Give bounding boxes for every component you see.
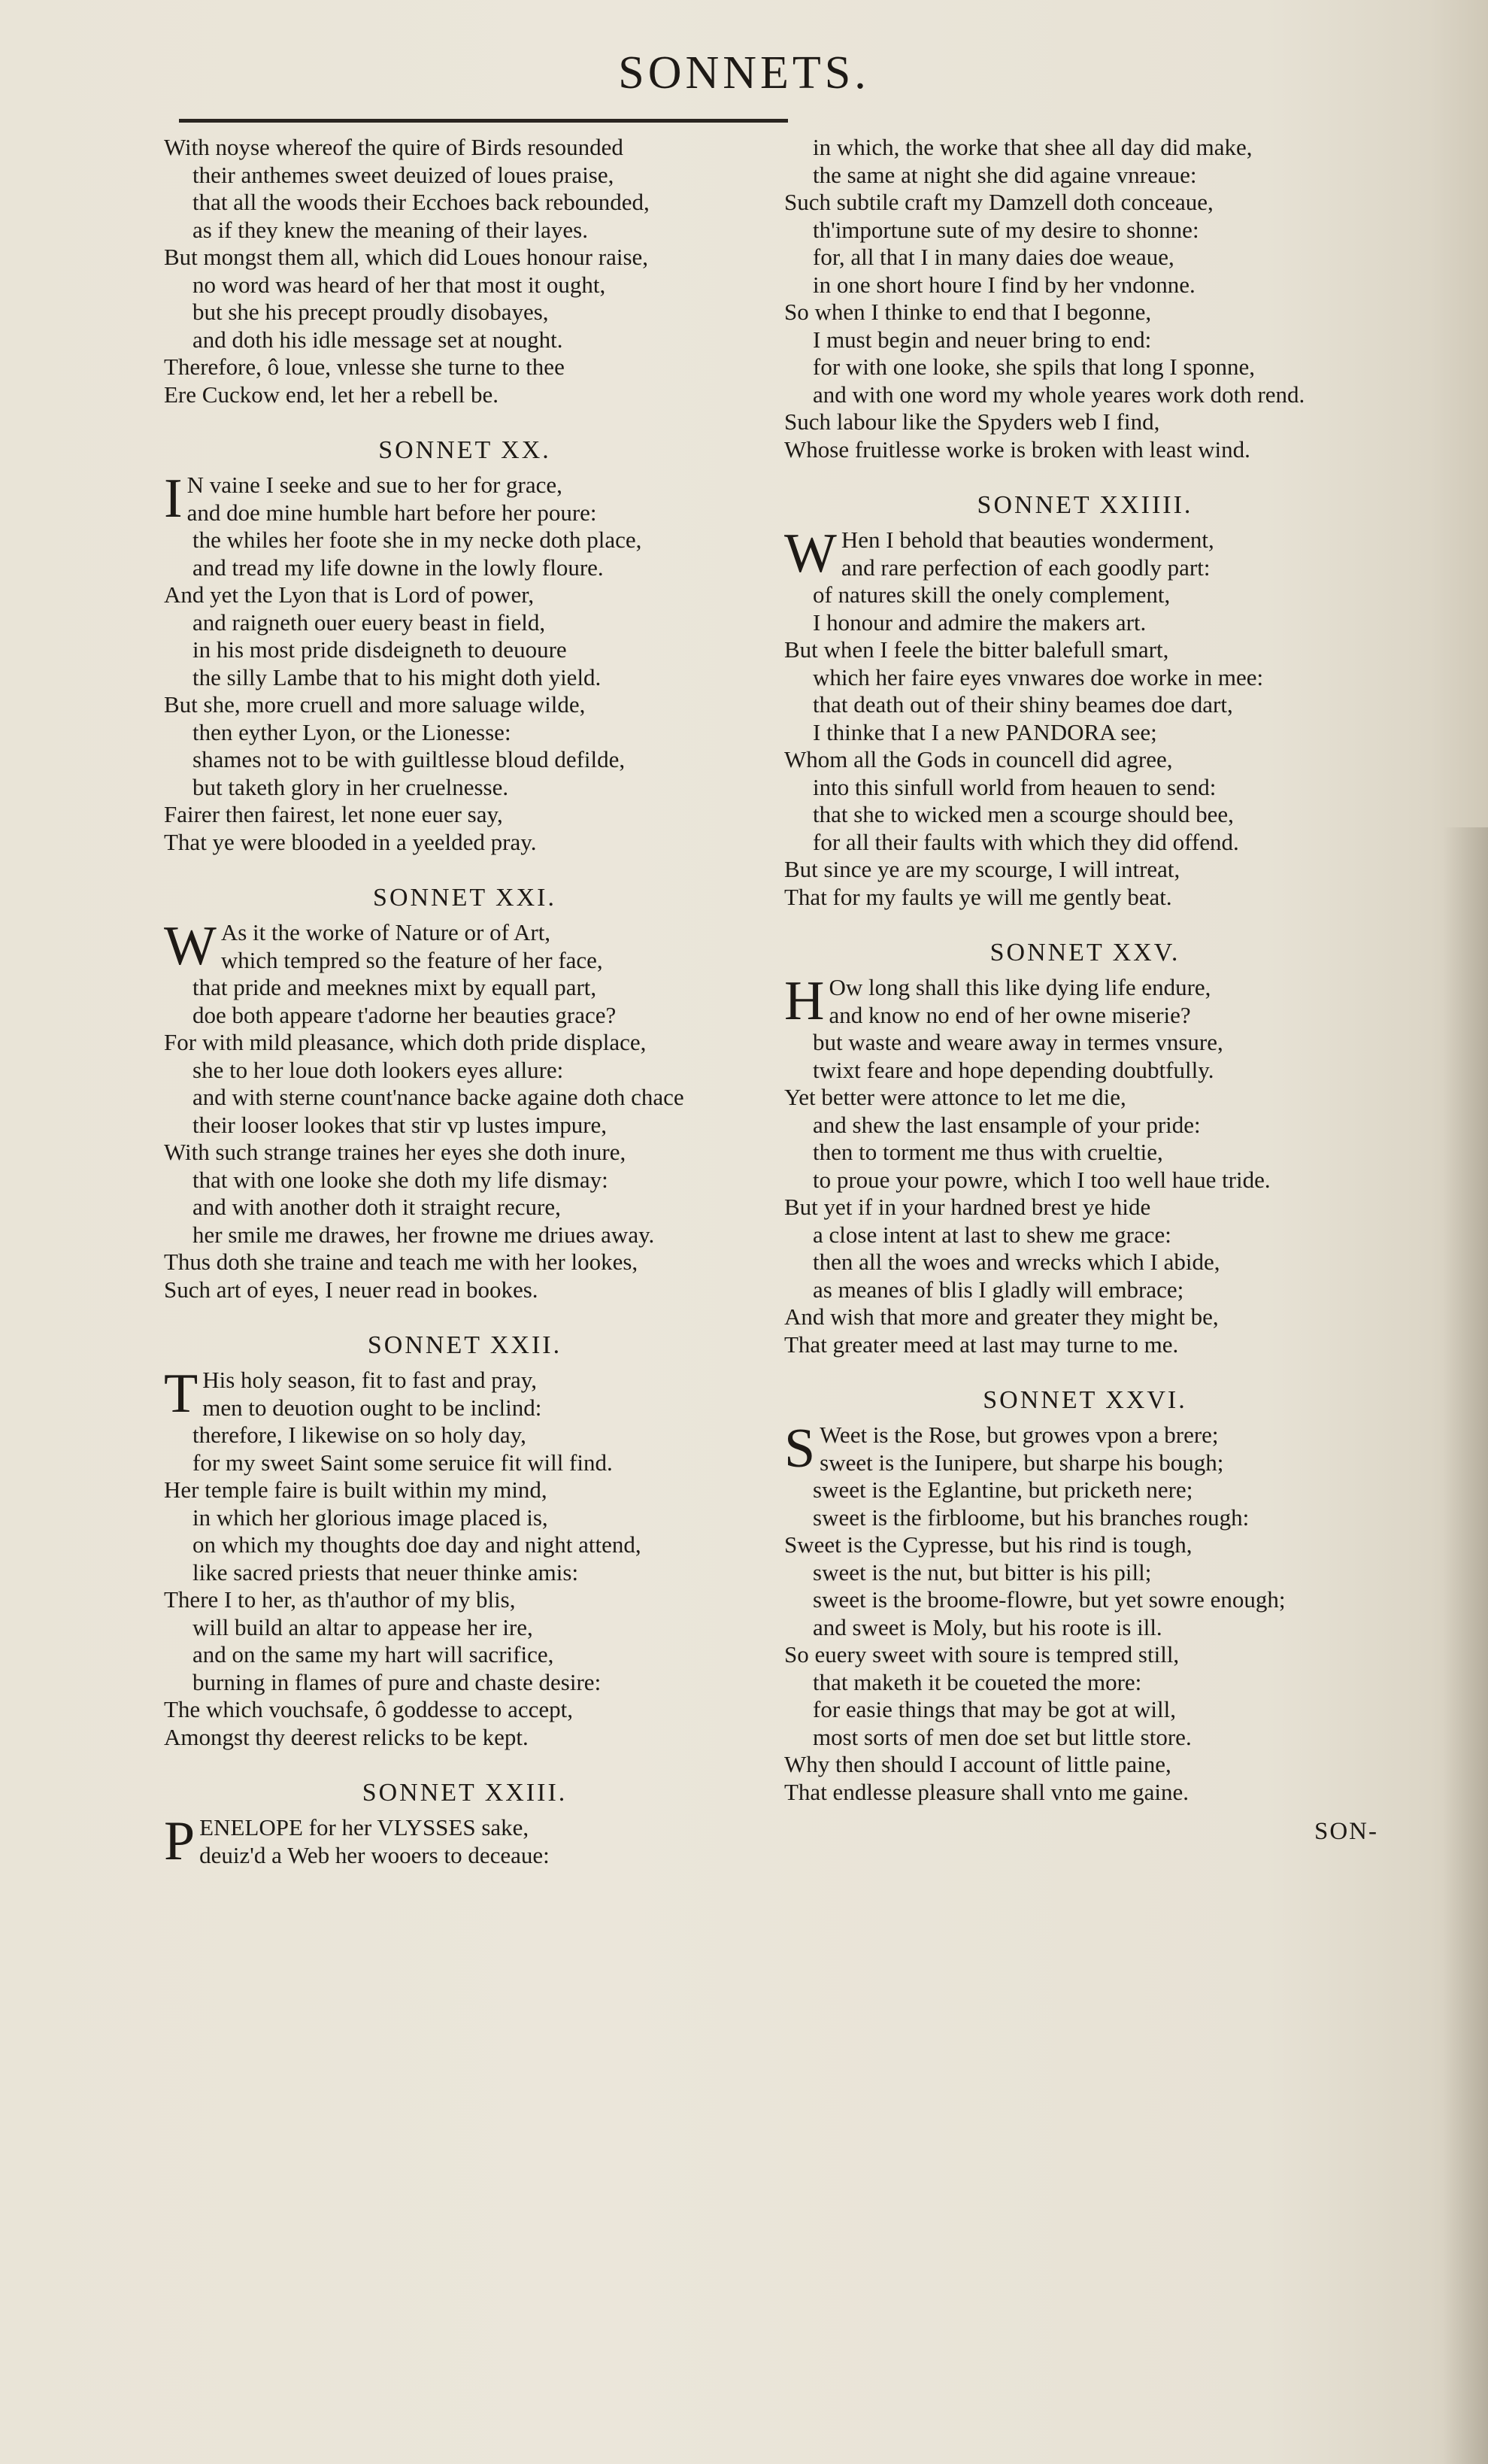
verse-line: twixt feare and hope depending doubtfully. [813, 1056, 1214, 1083]
drop-cap: S [784, 1418, 816, 1479]
verse-line: Therefore, ô loue, vnlesse she turne to thee [164, 354, 565, 380]
verse-line: that pride and meeknes mixt by equall part, [192, 974, 597, 1000]
verse-line: ENELOPE for her VLYSSES sake, [199, 1814, 529, 1840]
verse-line: Yet better were attonce to let me die, [784, 1084, 1126, 1110]
verse-line: and with sterne count'nance backe againe doth chace [192, 1084, 684, 1110]
verse-line: for all their faults with which they did offend. [813, 828, 1239, 855]
verse-line: as if they knew the meaning of their layes. [192, 216, 588, 243]
verse-line: for my sweet Saint some seruice fit will find. [192, 1449, 613, 1476]
verse-line: but waste and weare away in termes vnsure, [813, 1029, 1223, 1055]
verse-line: That ye were blooded in a yeelded pray. [164, 828, 537, 855]
verse-line: like sacred priests that neuer thinke amis: [192, 1558, 579, 1586]
verse-line: that she to wicked men a scourge should bee, [813, 801, 1234, 827]
verse-line: but she his precept proudly disobayes, [192, 299, 549, 325]
drop-cap: T [164, 1363, 199, 1425]
verse-line: And yet the Lyon that is Lord of power, [164, 581, 535, 608]
verse-line: which tempred so the feature of her face, [220, 946, 603, 973]
sonnet-title: SONNET XXI. [373, 884, 556, 912]
verse-line: to proue your powre, which I too well haue tride. [813, 1166, 1271, 1193]
sonnet-body [164, 1810, 765, 1872]
sonnet-block [164, 1331, 765, 1751]
drop-cap: W [784, 523, 837, 584]
verse-line: in his most pride disdeigneth to deuoure [192, 636, 567, 663]
verse-line: then eyther Lyon, or the Lionesse: [192, 718, 511, 745]
verse-line: into this sinfull world from heauen to send: [813, 773, 1217, 800]
sonnet-title: SONNET XXIII. [362, 1779, 568, 1807]
sonnet-title: SONNET XXIIII. [977, 491, 1193, 519]
verse-line: sweet is the broome-flowre, but yet sowre enough; [813, 1586, 1286, 1613]
left-column [164, 134, 765, 1872]
verse-line: and tread my life downe in the lowly floure. [192, 554, 604, 581]
verse-line: Fairer then fairest, let none euer say, [164, 801, 503, 827]
right-column [784, 134, 1386, 1846]
verse-line: shames not to be with guiltlesse bloud defilde, [192, 746, 626, 772]
sonnet-block [784, 490, 1386, 911]
verse-line: and raigneth ouer euery beast in field, [192, 608, 546, 636]
verse-line: Why then should I account of little paine, [784, 1751, 1171, 1777]
verse-line: and on the same my hart will sacrifice, [192, 1641, 554, 1667]
verse-line: in one short houre I find by her vndonne. [813, 271, 1196, 298]
verse-line: of natures skill the onely complement, [813, 581, 1171, 608]
verse-line: There I to her, as th'author of my blis, [164, 1586, 516, 1613]
verse-line: I honour and admire the makers art. [813, 608, 1147, 636]
verse-line: then all the woes and wrecks which I abide, [813, 1249, 1220, 1275]
verse-line: sweet is the Iunipere, but sharpe his bough; [820, 1449, 1224, 1476]
sonnet-body [164, 1363, 765, 1751]
drop-cap: P [164, 1810, 195, 1872]
sonnet-title: SONNET XX. [378, 436, 551, 464]
verse-line: Whom all the Gods in councell did agree, [784, 746, 1173, 772]
verse-line: their looser lookes that stir vp lustes impure, [192, 1111, 608, 1138]
drop-cap: I [164, 468, 183, 530]
verse-line: their anthemes sweet deuized of loues praise, [192, 161, 614, 188]
verse-line: But yet if in your hardned brest ye hide [784, 1194, 1151, 1220]
verse-line: she to her loue doth lookers eyes allure: [192, 1056, 564, 1083]
verse-line: therefore, I likewise on so holy day, [192, 1422, 526, 1448]
verse-line: With such strange traines her eyes she doth inure, [164, 1139, 626, 1165]
verse-line: the silly Lambe that to his might doth yield. [192, 663, 602, 690]
verse-line: For with mild pleasance, which doth pride displace, [164, 1029, 647, 1055]
drop-cap: W [164, 915, 217, 977]
verse-line: As it the worke of Nature or of Art, [220, 919, 551, 945]
verse-line: will build an altar to appease her ire, [192, 1613, 533, 1640]
verse-line: Thus doth she traine and teach me with her lookes, [164, 1249, 638, 1275]
sonnet-block [164, 1778, 765, 1872]
verse-line: for, all that I in many daies doe weaue, [813, 244, 1174, 270]
verse-line: a close intent at last to shew me grace: [813, 1221, 1171, 1248]
verse-line: Such subtile craft my Damzell doth conceaue, [784, 189, 1214, 215]
verse-line: Amongst thy deerest relicks to be kept. [164, 1723, 529, 1750]
verse-line: That greater meed at last may turne to me. [784, 1331, 1179, 1358]
verse-line: But since ye are my scourge, I will intreat, [784, 856, 1180, 882]
verse-line: men to deuotion ought to be inclind: [202, 1394, 542, 1421]
verse-line: I must begin and neuer bring to end: [813, 326, 1152, 353]
running-head: SONNETS. [618, 47, 870, 99]
sonnet-title: SONNET XXVI. [983, 1386, 1187, 1414]
verse-line: doe both appeare t'adorne her beauties grace? [192, 1001, 617, 1028]
verse-line: burning in flames of pure and chaste desire: [192, 1668, 602, 1695]
verse-line: Whose fruitlesse worke is broken with least wind. [784, 435, 1250, 463]
sonnet-block [784, 1385, 1386, 1806]
verse-line: for easie things that may be got at will, [813, 1696, 1176, 1722]
verse-line: But mongst them all, which did Loues honour raise, [164, 244, 649, 270]
verse-line: That endlesse pleasure shall vnto me gaine. [784, 1778, 1189, 1805]
verse-line: her smile me drawes, her frowne me driues away. [192, 1221, 655, 1248]
column-continuation [784, 134, 1386, 463]
verse-line: Weet is the Rose, but growes vpon a brere; [820, 1422, 1219, 1448]
sonnet-body [784, 970, 1386, 1358]
verse-line: I thinke that I a new PANDORA see; [813, 718, 1157, 745]
drop-cap: H [784, 970, 825, 1032]
verse-line: The which vouchsafe, ô goddesse to accept, [164, 1696, 574, 1722]
verse-line: in which, the worke that shee all day did make, [813, 134, 1253, 160]
verse-line: Sweet is the Cypresse, but his rind is tough, [784, 1531, 1193, 1558]
sonnet-title: SONNET XXV. [989, 939, 1180, 966]
sonnet-body [164, 915, 765, 1303]
sonnet-title: SONNET XXII. [367, 1331, 562, 1359]
column-continuation [164, 134, 765, 408]
verse-line: the same at night she did againe vnreaue: [813, 161, 1197, 188]
verse-line: But when I feele the bitter balefull smart, [784, 636, 1169, 663]
verse-line: that death out of their shiny beames doe dart, [813, 691, 1233, 718]
verse-line: So when I thinke to end that I begonne, [784, 299, 1152, 325]
verse-line: But she, more cruell and more saluage wilde, [164, 691, 586, 718]
verse-line: So euery sweet with soure is tempred still, [784, 1641, 1180, 1667]
head-rule [179, 119, 788, 123]
verse-line: the whiles her foote she in my necke doth place, [192, 526, 642, 553]
verse-line: And wish that more and greater they might be, [784, 1303, 1219, 1330]
verse-line: th'importune sute of my desire to shonne: [813, 216, 1199, 243]
verse-line: Hen I behold that beauties wonderment, [841, 526, 1214, 553]
verse-line: Ere Cuckow end, let her a rebell be. [164, 381, 499, 408]
verse-line: which her faire eyes vnwares doe worke in mee: [813, 663, 1264, 690]
verse-line: and doe mine humble hart before her poure: [186, 499, 597, 526]
verse-line: sweet is the firbloome, but his branches rough: [813, 1504, 1250, 1531]
verse-line: His holy season, fit to fast and pray, [202, 1367, 538, 1393]
verse-line: sweet is the Eglantine, but pricketh nere; [813, 1476, 1193, 1503]
verse-line: that all the woods their Ecchoes back rebounded, [192, 189, 650, 215]
sonnet-body [164, 468, 765, 856]
verse-line: as meanes of blis I gladly will embrace; [813, 1276, 1184, 1303]
verse-line: With noyse whereof the quire of Birds resounded [164, 134, 623, 160]
sonnet-block [784, 938, 1386, 1358]
verse-line: on which my thoughts doe day and night attend, [192, 1531, 641, 1558]
verse-line: and shew the last ensample of your pride: [813, 1111, 1201, 1138]
catchword: SON- [1314, 1818, 1378, 1845]
verse-line: most sorts of men doe set but little store. [813, 1723, 1192, 1750]
verse-line: sweet is the nut, but bitter is his pill; [813, 1558, 1152, 1586]
verse-line: that with one looke she doth my life dismay: [192, 1166, 608, 1193]
sonnet-body [784, 523, 1386, 911]
verse-line: deuiz'd a Web her wooers to deceaue: [199, 1841, 550, 1868]
page-edge-shadow [1443, 827, 1488, 2464]
verse-line: and with one word my whole yeares work doth rend. [813, 381, 1305, 408]
verse-line: and know no end of her owne miserie? [829, 1001, 1191, 1028]
verse-line: then to torment me thus with crueltie, [813, 1139, 1163, 1165]
verse-line: that maketh it be coueted the more: [813, 1668, 1142, 1695]
verse-line: That for my faults ye will me gently beat. [784, 883, 1172, 910]
verse-line: Such labour like the Spyders web I find, [784, 408, 1160, 435]
sonnet-body [784, 1418, 1386, 1806]
sonnet-block [164, 883, 765, 1303]
verse-line: in which her glorious image placed is, [192, 1504, 548, 1531]
verse-line: and sweet is Moly, but his roote is ill. [813, 1613, 1162, 1640]
verse-line: and with another doth it straight recure, [192, 1194, 561, 1220]
verse-line: N vaine I seeke and sue to her for grace, [186, 472, 562, 498]
sonnet-block [164, 435, 765, 856]
verse-line: for with one looke, she spils that long I sponne, [813, 354, 1256, 380]
verse-line: Such art of eyes, I neuer read in bookes. [164, 1276, 538, 1303]
verse-line: no word was heard of her that most it ought, [192, 271, 606, 298]
verse-line: and doth his idle message set at nought. [192, 326, 563, 353]
verse-line: and rare perfection of each goodly part: [841, 554, 1211, 581]
verse-line: Ow long shall this like dying life endure, [829, 974, 1211, 1000]
verse-line: but taketh glory in her cruelnesse. [192, 773, 509, 800]
verse-line: Her temple faire is built within my mind, [164, 1476, 547, 1503]
